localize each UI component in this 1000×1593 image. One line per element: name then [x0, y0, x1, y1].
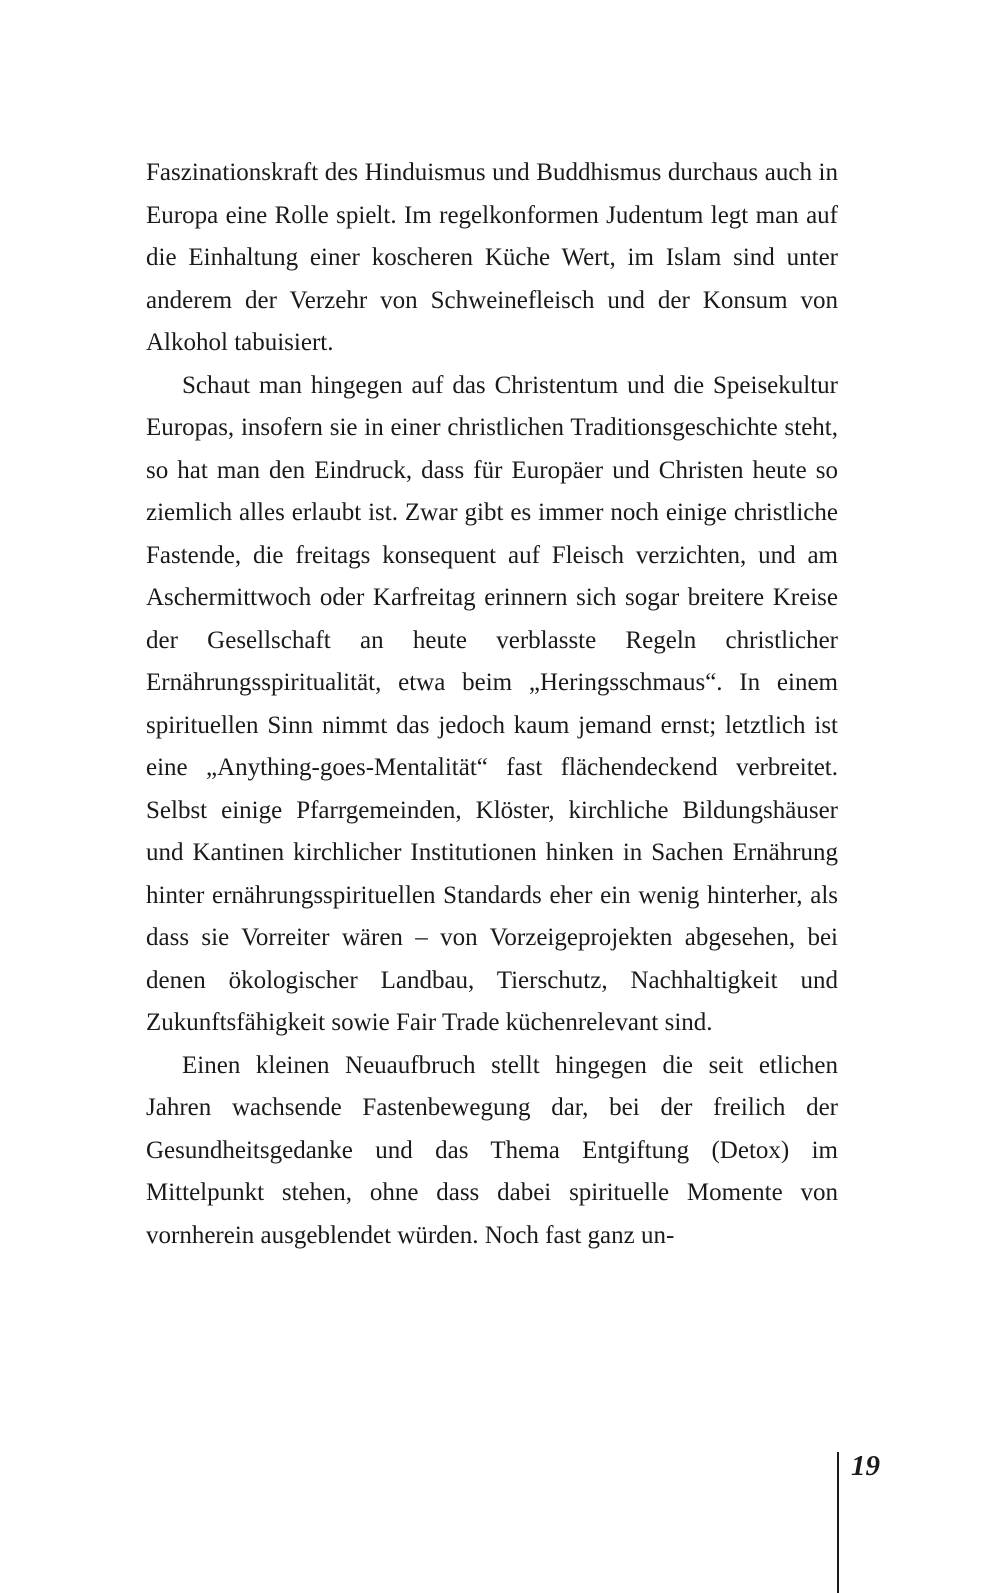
body-text — [146, 152, 838, 1257]
paragraph-1: Faszinationskraft des Hinduismus und Buddhismus durchaus auch in Europa eine Rolle spielt. Im regelkonformen Judentum legt man auf die Einhaltung einer koscheren Küche Wert, im Islam sind unter anderem der Verzehr von Schweinefleisch und der Konsum von Alkohol tabuisiert. — [146, 159, 838, 356]
page-number: 19 — [851, 1450, 880, 1482]
folio-rule — [837, 1452, 839, 1593]
paragraph-2: Schaut man hingegen auf das Christentum und die Speisekultur Europas, insofern sie in einer christlichen Traditionsgeschichte steht, so hat man den Eindruck, dass für Europäer und Christen heute so ziemlich alles erlaubt ist. Zwar gibt es immer noch einige christliche Fastende, die freitags konsequent auf Fleisch verzichten, und am Aschermittwoch oder Karfreitag erinnern sich sogar breitere Kreise der Gesellschaft an heute verblasste Regeln christlicher Ernährungsspiritualität, etwa beim „Heringsschmaus“. In einem spirituellen Sinn nimmt das jedoch kaum jemand ernst; letztlich ist eine „Anything-goes-Mentalität“ fast flächendeckend verbreitet. Selbst einige Pfarrgemeinden, Klöster, kirchliche Bildungshäuser und Kantinen kirchlicher Institutionen hinken in Sachen Ernährung hinter ernährungsspirituellen Standards eher ein wenig hinterher, als dass sie Vorreiter wären – von Vorzeigeprojekten abgesehen, bei denen ökologischer Landbau, Tierschutz, Nachhaltigkeit und Zukunftsfähigkeit sowie Fair Trade küchenrelevant sind. — [146, 371, 838, 1036]
paragraph-3: Einen kleinen Neuaufbruch stellt hingegen die seit etlichen Jahren wachsende Fastenbewegung dar, bei der freilich der Gesundheitsgedanke und das Thema Entgiftung (Detox) im Mittelpunkt stehen, ohne dass dabei spirituelle Momente von vornherein ausgeblendet würden. Noch fast ganz un- — [146, 1051, 838, 1249]
